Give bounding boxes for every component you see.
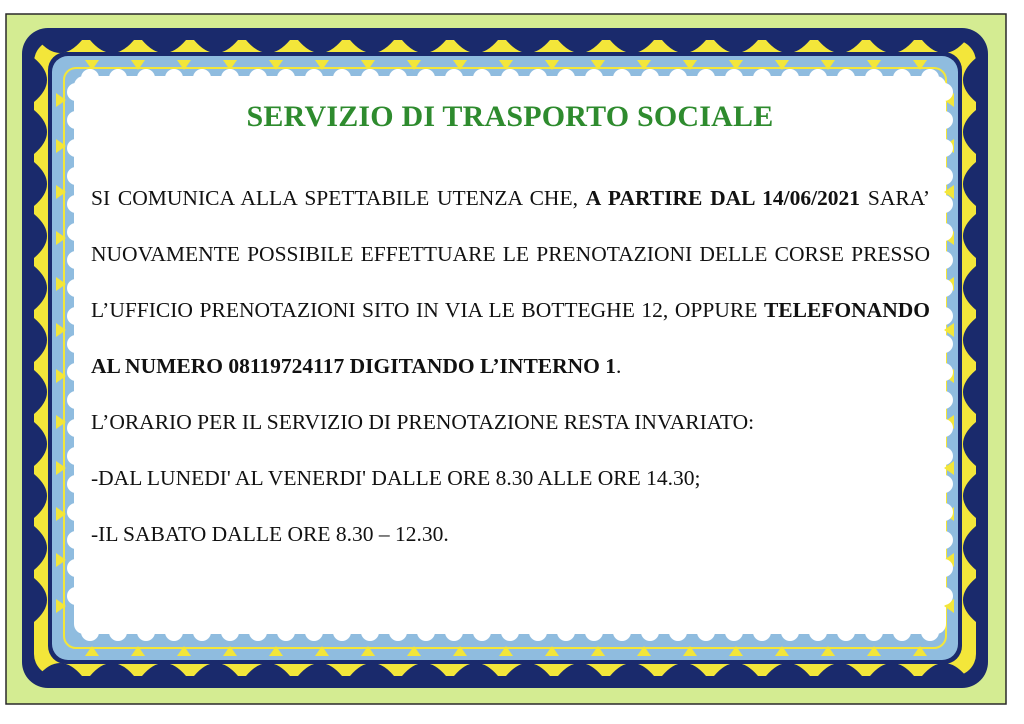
panel-wave-top <box>361 69 379 87</box>
panel-wave-bottom <box>277 623 295 641</box>
panel-wave-top <box>697 69 715 87</box>
panel-wave-bottom <box>837 623 855 641</box>
panel-wave-bottom <box>893 623 911 641</box>
panel-wave-left <box>67 307 85 325</box>
panel-wave-bottom <box>501 623 519 641</box>
panel-wave-bottom <box>193 623 211 641</box>
panel-wave-bottom <box>809 623 827 641</box>
panel-wave-right <box>935 559 953 577</box>
panel-wave-right <box>935 307 953 325</box>
panel-wave-top <box>921 69 939 87</box>
panel-wave-top <box>529 69 547 87</box>
panel-wave-right <box>935 587 953 605</box>
panel-wave-top <box>137 69 155 87</box>
panel-wave-top <box>165 69 183 87</box>
panel-wave-right <box>935 363 953 381</box>
panel-wave-bottom <box>165 623 183 641</box>
panel-wave-bottom <box>781 623 799 641</box>
panel-wave-left <box>67 251 85 269</box>
panel-wave-left <box>67 587 85 605</box>
panel-wave-top <box>585 69 603 87</box>
panel-wave-top <box>81 69 99 87</box>
panel-wave-bottom <box>529 623 547 641</box>
panel-wave-top <box>305 69 323 87</box>
panel-wave-left <box>67 419 85 437</box>
panel-wave-right <box>935 223 953 241</box>
panel-wave-top <box>837 69 855 87</box>
schedule-weekdays: -DAL LUNEDI' AL VENERDI' DALLE ORE 8.30 ALLE ORE 14.30; <box>91 466 701 490</box>
panel-wave-bottom <box>389 623 407 641</box>
panel-wave-right <box>935 195 953 213</box>
panel-wave-top <box>389 69 407 87</box>
panel-wave-right <box>935 475 953 493</box>
schedule-intro: L’ORARIO PER IL SERVIZIO DI PRENOTAZIONE RESTA INVARIATO: <box>91 410 755 434</box>
panel-wave-top <box>725 69 743 87</box>
panel-wave-right <box>935 335 953 353</box>
panel-wave-bottom <box>613 623 631 641</box>
paragraph-segment: SARA’ NUOVAMENTE POSSIBILE EFFETTUARE LE PRENOTAZIONI DELLE CORSE PRESSO L’UFFICIO PRENOTAZIONI SITO IN VIA LE BOTTEGHE 12, OPPURE <box>91 186 930 322</box>
schedule-saturday: -IL SABATO DALLE ORE 8.30 – 12.30. <box>91 522 449 546</box>
panel-wave-top <box>417 69 435 87</box>
panel-wave-bottom <box>221 623 239 641</box>
panel-wave-top <box>193 69 211 87</box>
panel-wave-bottom <box>137 623 155 641</box>
panel-wave-top <box>249 69 267 87</box>
panel-wave-top <box>473 69 491 87</box>
panel-wave-left <box>67 391 85 409</box>
panel-wave-bottom <box>753 623 771 641</box>
panel-wave-top <box>445 69 463 87</box>
panel-wave-top <box>333 69 351 87</box>
panel-wave-top <box>557 69 575 87</box>
panel-wave-bottom <box>865 623 883 641</box>
panel-wave-left <box>67 335 85 353</box>
paragraph-bold-segment: A PARTIRE DAL 14/06/2021 <box>585 186 861 210</box>
panel-wave-right <box>935 391 953 409</box>
notice-paragraph <box>91 170 930 394</box>
paragraph-bold-segment: TELEFONANDO AL NUMERO 08119724117 DIGITANDO L’INTERNO 1 <box>91 298 930 378</box>
panel-wave-right <box>935 503 953 521</box>
panel-wave-top <box>641 69 659 87</box>
panel-wave-top <box>221 69 239 87</box>
panel-wave-top <box>277 69 295 87</box>
panel-wave-bottom <box>669 623 687 641</box>
notice-title: SERVIZIO DI TRASPORTO SOCIALE <box>246 100 774 133</box>
panel-wave-top <box>893 69 911 87</box>
panel-wave-bottom <box>361 623 379 641</box>
panel-wave-top <box>753 69 771 87</box>
panel-wave-bottom <box>445 623 463 641</box>
panel-wave-left <box>67 223 85 241</box>
notice-body <box>91 170 930 562</box>
panel-wave-left <box>67 195 85 213</box>
panel-wave-bottom <box>557 623 575 641</box>
panel-wave-bottom <box>697 623 715 641</box>
panel-wave-top <box>109 69 127 87</box>
panel-wave-right <box>935 531 953 549</box>
panel-wave-top <box>669 69 687 87</box>
panel-wave-left <box>67 279 85 297</box>
panel-wave-right <box>935 279 953 297</box>
panel-wave-bottom <box>333 623 351 641</box>
paragraph-segment: . <box>616 354 622 378</box>
panel-wave-right <box>935 167 953 185</box>
panel-wave-left <box>67 559 85 577</box>
panel-wave-left <box>67 167 85 185</box>
panel-wave-top <box>781 69 799 87</box>
panel-wave-bottom <box>81 623 99 641</box>
panel-wave-right <box>935 447 953 465</box>
panel-wave-bottom <box>725 623 743 641</box>
panel-wave-top <box>809 69 827 87</box>
panel-wave-right <box>935 139 953 157</box>
panel-wave-top <box>501 69 519 87</box>
panel-wave-right <box>935 419 953 437</box>
panel-wave-left <box>67 447 85 465</box>
panel-wave-left <box>67 475 85 493</box>
panel-wave-left <box>67 363 85 381</box>
panel-wave-bottom <box>109 623 127 641</box>
panel-wave-left <box>67 531 85 549</box>
panel-wave-bottom <box>641 623 659 641</box>
panel-wave-bottom <box>473 623 491 641</box>
panel-wave-top <box>613 69 631 87</box>
panel-wave-left <box>67 503 85 521</box>
panel-wave-bottom <box>417 623 435 641</box>
panel-wave-top <box>865 69 883 87</box>
panel-wave-right <box>935 251 953 269</box>
panel-wave-bottom <box>921 623 939 641</box>
paragraph-segment: SI COMUNICA ALLA SPETTABILE UTENZA CHE, <box>91 186 586 210</box>
panel-wave-bottom <box>585 623 603 641</box>
panel-wave-bottom <box>305 623 323 641</box>
panel-wave-bottom <box>249 623 267 641</box>
panel-wave-left <box>67 139 85 157</box>
